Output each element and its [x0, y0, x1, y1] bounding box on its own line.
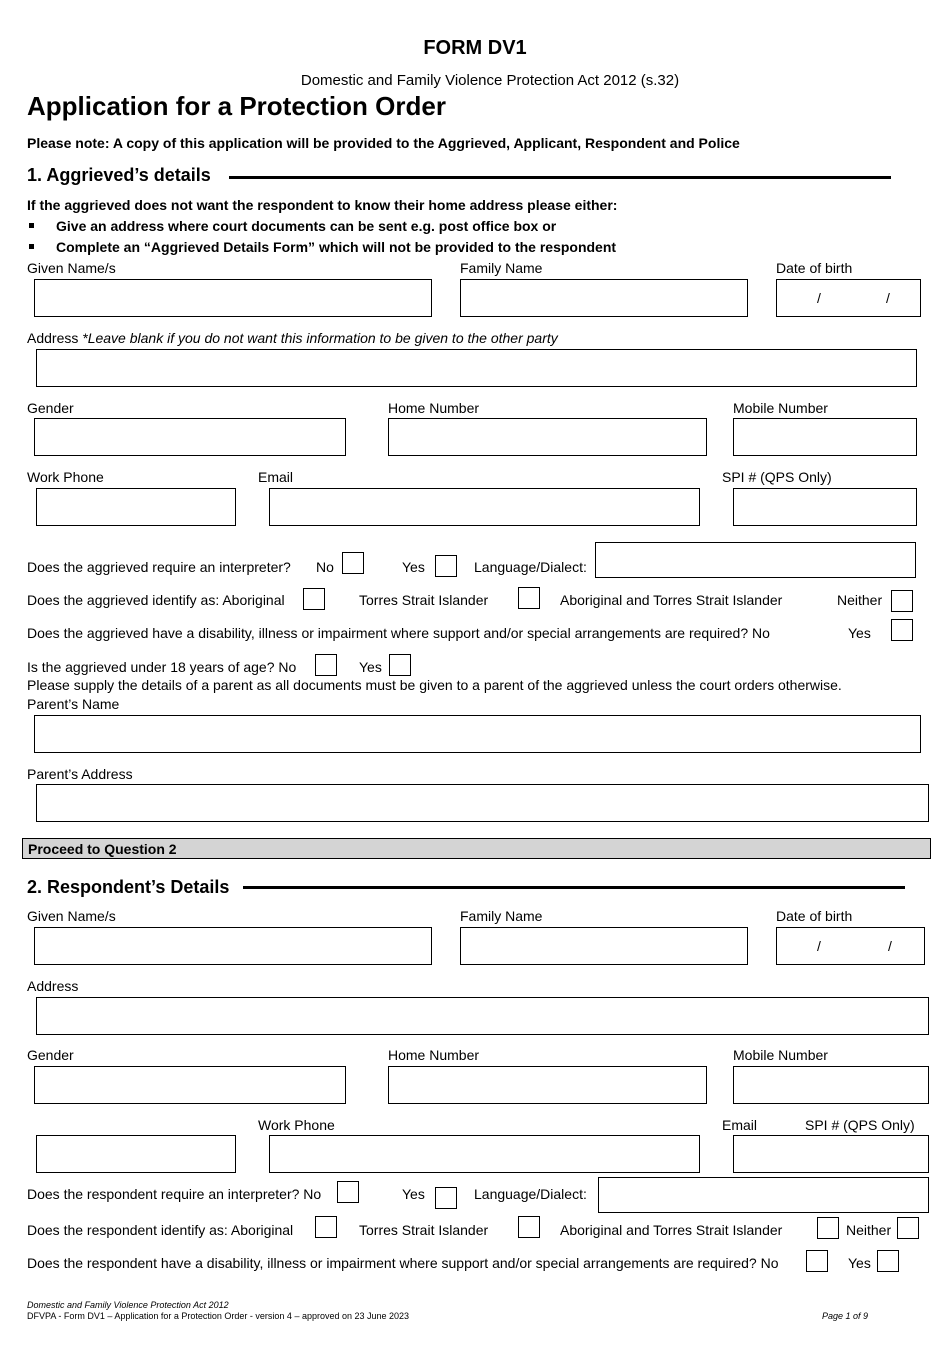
respondent-gender-field[interactable] [34, 1066, 346, 1104]
footer-act: Domestic and Family Violence Protection Act 2012 [27, 1300, 229, 1310]
email-label: Email [722, 1117, 758, 1133]
tsi-label: Torres Strait Islander [359, 1222, 489, 1238]
disability-question: Does the respondent have a disability, illness or impairment where support and/or special arrangements are required? No [27, 1255, 779, 1271]
given-names-label: Given Name/s [27, 908, 116, 924]
disability-question: Does the aggrieved have a disability, illness or impairment where support and/or special arrangements are required? No [27, 625, 770, 641]
language-label: Language/Dialect: [474, 1186, 587, 1202]
spi-label: SPI # (QPS Only) [722, 469, 832, 485]
section2-rule [243, 886, 905, 889]
family-name-label: Family Name [460, 908, 543, 924]
both-label: Aboriginal and Torres Strait Islander [560, 1222, 783, 1238]
parent-address-label: Parent’s Address [27, 766, 133, 782]
identify-question: Does the aggrieved identify as: Aboriginal [27, 592, 285, 608]
respondent-disability-yes-checkbox[interactable] [877, 1250, 899, 1272]
gender-label: Gender [27, 1047, 74, 1063]
act-reference: Domestic and Family Violence Protection Act 2012 (s.32) [300, 72, 680, 89]
respondent-language-field[interactable] [598, 1177, 929, 1213]
yes-label: Yes [402, 1186, 425, 1202]
respondent-home-number-field[interactable] [388, 1066, 707, 1104]
mobile-number-label: Mobile Number [733, 1047, 828, 1063]
email-label: Email [258, 469, 294, 485]
copy-note: Please note: A copy of this application will be provided to the Aggrieved, Applicant, Respondent and Police [27, 135, 740, 151]
footer-page-number: Page 1 of 9 [822, 1311, 869, 1321]
respondent-address-field[interactable] [36, 997, 929, 1035]
respondent-neither-checkbox[interactable] [897, 1217, 919, 1239]
date-separator: / [817, 290, 821, 306]
gender-label: Gender [27, 400, 74, 416]
respondent-given-names-field[interactable] [34, 927, 432, 965]
respondent-both-checkbox[interactable] [817, 1217, 839, 1239]
under18-question: Is the aggrieved under 18 years of age? No [27, 659, 297, 675]
yes-label: Yes [848, 1255, 871, 1271]
neither-label: Neither [837, 592, 883, 608]
respondent-dob-field[interactable] [776, 927, 925, 965]
mobile-number-label: Mobile Number [733, 400, 828, 416]
tsi-checkbox[interactable] [518, 587, 540, 609]
address-label [27, 330, 558, 346]
bullet-item: Complete an “Aggrieved Details Form” which will not be provided to the respondent [56, 239, 617, 255]
aggrieved-spi-field[interactable] [733, 488, 917, 526]
parent-address-field[interactable] [36, 784, 929, 822]
tsi-label: Torres Strait Islander [359, 592, 489, 608]
bullet-icon [29, 223, 34, 228]
respondent-spi-field[interactable] [733, 1135, 929, 1173]
respondent-work-phone-field[interactable] [36, 1135, 236, 1173]
interpreter-question: Does the respondent require an interpreter? No [27, 1186, 322, 1202]
date-separator: / [888, 938, 892, 954]
neither-checkbox[interactable] [891, 590, 913, 612]
dob-label: Date of birth [776, 260, 853, 276]
yes-label: Yes [359, 659, 382, 675]
proceed-banner: Proceed to Question 2 [22, 838, 931, 859]
respondent-aboriginal-checkbox[interactable] [315, 1216, 337, 1238]
work-phone-label: Work Phone [27, 469, 104, 485]
respondent-disability-no-checkbox[interactable] [806, 1250, 828, 1272]
spi-label: SPI # (QPS Only) [805, 1117, 915, 1133]
date-separator: / [817, 938, 821, 954]
address-note: *Leave blank if you do not want this information to be given to the other party [82, 330, 558, 346]
both-label: Aboriginal and Torres Strait Islander [560, 592, 783, 608]
respondent-email-field[interactable] [269, 1135, 700, 1173]
section1-heading: 1. Aggrieved’s details [27, 165, 211, 185]
respondent-interpreter-no-checkbox[interactable] [337, 1181, 359, 1203]
respondent-family-name-field[interactable] [460, 927, 748, 965]
aggrieved-gender-field[interactable] [34, 418, 346, 456]
aggrieved-mobile-number-field[interactable] [733, 418, 917, 456]
address-label-text: Address [27, 330, 79, 346]
footer-version: DFVPA - Form DV1 – Application for a Protection Order - version 4 – approved on 23 June 2023 [27, 1311, 410, 1321]
aggrieved-language-field[interactable] [595, 542, 916, 578]
aggrieved-home-number-field[interactable] [388, 418, 707, 456]
aggrieved-work-phone-field[interactable] [36, 488, 236, 526]
aggrieved-address-field[interactable] [36, 349, 917, 387]
work-phone-label: Work Phone [258, 1117, 335, 1133]
disability-yes-checkbox[interactable] [891, 619, 913, 641]
yes-label: Yes [848, 625, 871, 641]
parent-name-field[interactable] [34, 715, 921, 753]
no-label: No [316, 559, 334, 575]
section1-rule [229, 176, 891, 179]
aboriginal-checkbox[interactable] [303, 588, 325, 610]
neither-label: Neither [846, 1222, 892, 1238]
interpreter-yes-checkbox[interactable] [435, 555, 457, 577]
aggrieved-given-names-field[interactable] [34, 279, 432, 317]
dob-label: Date of birth [776, 908, 853, 924]
interpreter-no-checkbox[interactable] [342, 552, 364, 574]
aggrieved-family-name-field[interactable] [460, 279, 748, 317]
interpreter-question: Does the aggrieved require an interpreter? [27, 559, 291, 575]
section2-heading: 2. Respondent’s Details [27, 877, 230, 897]
bullet-icon [29, 244, 34, 249]
respondent-mobile-number-field[interactable] [733, 1066, 929, 1104]
home-number-label: Home Number [388, 1047, 480, 1063]
respondent-tsi-checkbox[interactable] [518, 1216, 540, 1238]
yes-label: Yes [402, 559, 425, 575]
bullet-item: Give an address where court documents can be sent e.g. post office box or [56, 218, 557, 234]
given-names-label: Given Name/s [27, 260, 116, 276]
identify-question: Does the respondent identify as: Aboriginal [27, 1222, 294, 1238]
address-intro: If the aggrieved does not want the respondent to know their home address please either: [27, 197, 618, 213]
family-name-label: Family Name [460, 260, 543, 276]
respondent-interpreter-yes-checkbox[interactable] [435, 1187, 457, 1209]
page-title: Application for a Protection Order [27, 91, 446, 121]
form-id: FORM DV1 [423, 37, 527, 59]
address-label: Address [27, 978, 79, 994]
language-label: Language/Dialect: [474, 559, 587, 575]
home-number-label: Home Number [388, 400, 480, 416]
aggrieved-dob-field[interactable] [776, 279, 921, 317]
parent-name-label: Parent’s Name [27, 696, 120, 712]
date-separator: / [886, 290, 890, 306]
parent-note: Please supply the details of a parent as all documents must be given to a parent of the aggrieved unless the court orders otherwise. [27, 677, 842, 693]
aggrieved-email-field[interactable] [269, 488, 700, 526]
under18-no-checkbox[interactable] [315, 654, 337, 676]
under18-yes-checkbox[interactable] [389, 654, 411, 676]
